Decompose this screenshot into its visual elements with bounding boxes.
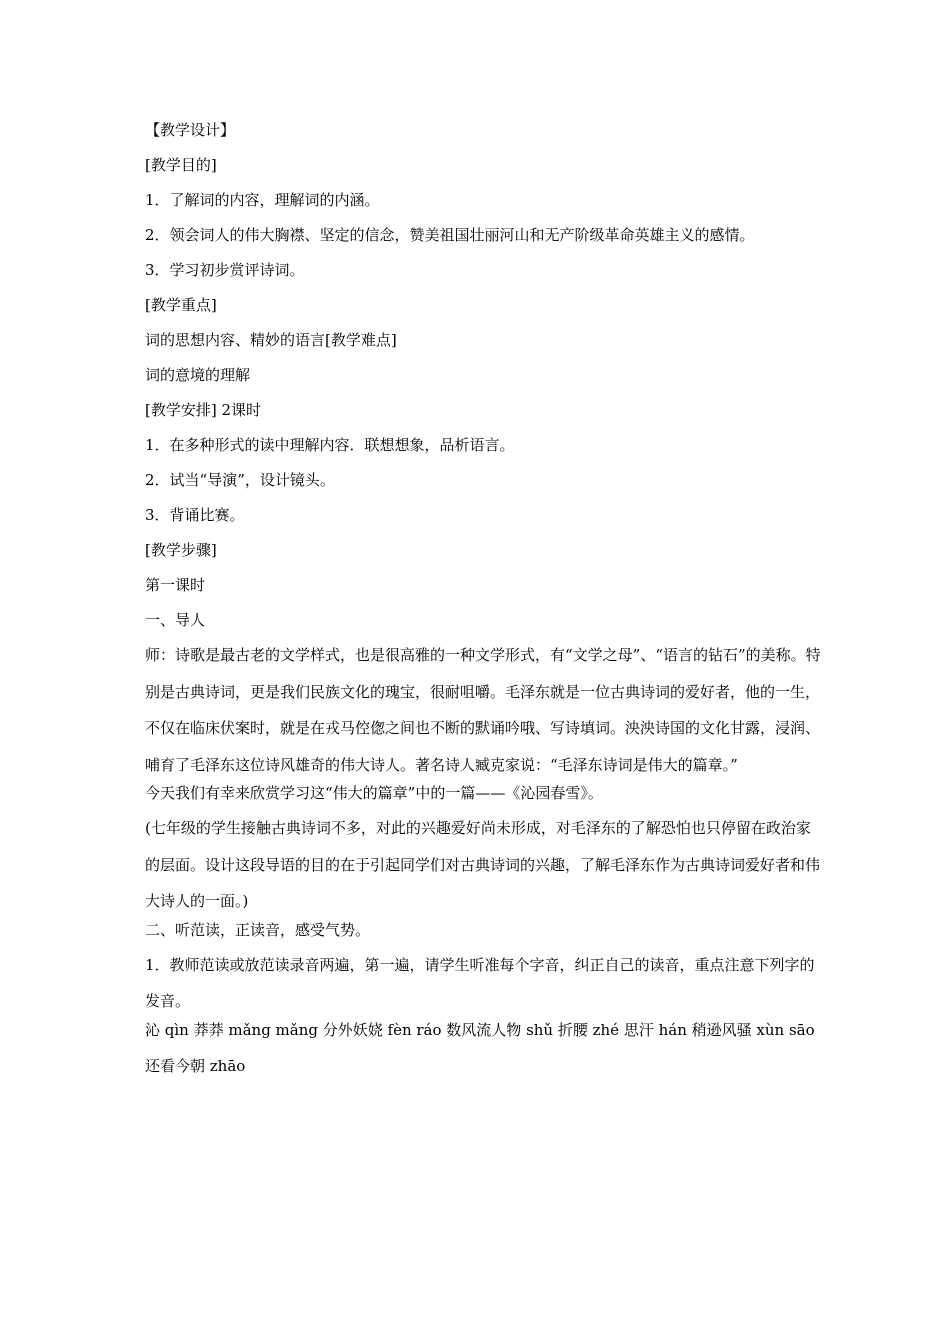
heading-teaching-focus: [教学重点] xyxy=(145,296,217,314)
heading-teaching-steps: [教学步骤] xyxy=(145,541,217,559)
heading-teaching-schedule: [教学安排] 2课时 xyxy=(145,401,262,419)
step-one-paragraph: 1．教师范读或放范读录音两遍，第一遍，请学生听准每个字音，纠正自己的读音，重点注意下列字的发音。 xyxy=(145,955,815,1010)
design-note-paragraph: (七年级的学生接触古典诗词不多，对此的兴趣爱好尚未形成，对毛泽东的了解恐怕也只停留在政治家的层面。设计这段导语的目的在于引起同学们对古典诗词的兴趣，了解毛泽东作为古典诗词爱好者和伟大诗人的一面。) xyxy=(145,819,821,910)
section-one-heading: 一、导人 xyxy=(145,611,206,629)
goal-item-3: 3．学习初步赏评诗词。 xyxy=(145,261,305,279)
today-line: 今天我们有幸来欣赏学习这“伟大的篇章”中的一篇——《沁园春雪》。 xyxy=(145,784,603,802)
heading-teaching-design: 【教学设计】 xyxy=(145,121,236,139)
schedule-item-2: 2．试当“导演”，设计镜头。 xyxy=(145,471,335,489)
heading-teaching-goals: [教学目的] xyxy=(145,156,217,174)
goal-item-2: 2．领会词人的伟大胸襟、坚定的信念，赞美祖国壮丽河山和无产阶级革命英雄主义的感情。 xyxy=(145,226,755,244)
focus-content: 词的思想内容、精妙的语言[教学难点] xyxy=(145,331,397,349)
pinyin-word-list: 沁 qìn 莽莽 mǎng mǎng 分外妖娆 fèn ráo 数风流人物 shǔ 折腰 zhé 思汗 hán 稍逊风骚 xùn sāo 还看今朝 zhāo xyxy=(145,1020,815,1075)
document-page xyxy=(145,120,825,1077)
schedule-item-1: 1．在多种形式的读中理解内容．联想想象，品析语言。 xyxy=(145,436,515,454)
schedule-item-3: 3．背诵比赛。 xyxy=(145,506,245,524)
first-lesson-heading: 第一课时 xyxy=(145,576,206,594)
section-two-heading: 二、听范读，正读音，感受气势。 xyxy=(145,920,371,939)
teacher-intro-paragraph: 师：诗歌是最古老的文学样式，也是很高雅的一种文学形式，有“文学之母”、“语言的钻石”的美称。特别是古典诗词，更是我们民族文化的瑰宝，很耐咀嚼。毛泽东就是一位古典诗词的爱好者，他的一生，不仅在临床伏案时，就是在戎马倥偬之间也不断的默诵吟哦、写诗填词。泱泱诗国的文化甘露，浸润、哺育了毛泽东这位诗风雄奇的伟大诗人。著名诗人臧克家说：“毛泽东诗词是伟大的篇章。” xyxy=(145,646,821,774)
goal-item-1: 1．了解词的内容，理解词的内涵。 xyxy=(145,191,380,209)
difficulty-content: 词的意境的理解 xyxy=(145,366,251,384)
